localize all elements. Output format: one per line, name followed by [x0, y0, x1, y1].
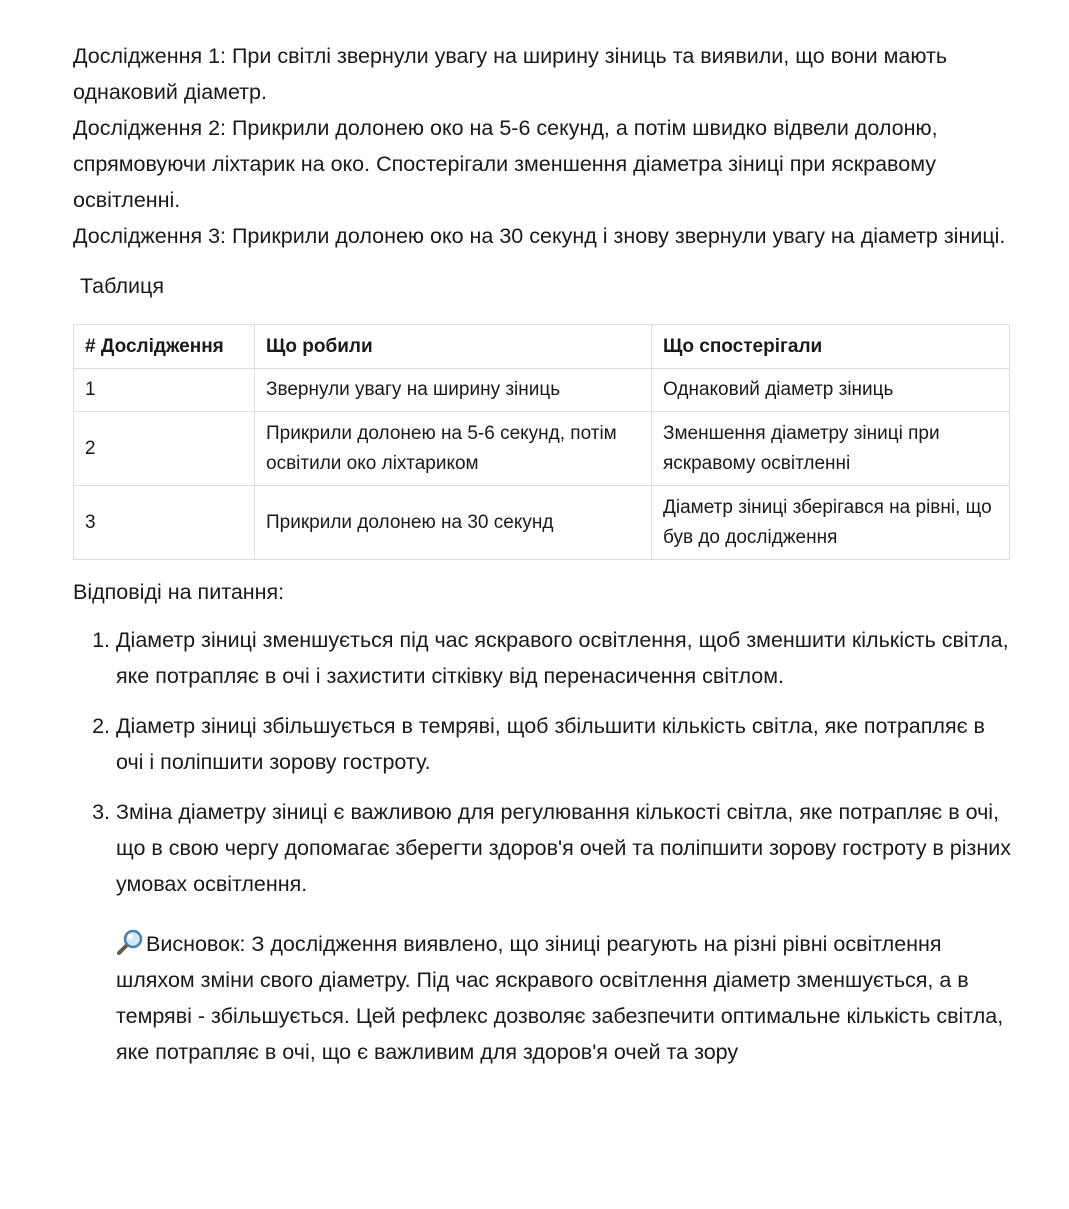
- cell-observations: Зменшення діаметру зіниці при яскравому освітленні: [652, 412, 1010, 486]
- intro-section: [73, 38, 1013, 254]
- header-actions: Що робили: [255, 325, 652, 369]
- cell-actions: Прикрили долонею на 5-6 секунд, потім освітили око ліхтариком: [255, 412, 652, 486]
- header-study-number: # Дослідження: [74, 325, 255, 369]
- answers-list: [73, 622, 1013, 902]
- cell-observations: Однаковий діаметр зіниць: [652, 369, 1010, 412]
- table-title: Таблиця: [80, 274, 164, 298]
- conclusion-paragraph: [116, 926, 1006, 1070]
- study-1-paragraph: Дослідження 1: При світлі звернули увагу на ширину зіниць та виявили, що вони мають однаковий діаметр.: [73, 44, 948, 104]
- cell-actions: Прикрили долонею на 30 секунд: [255, 486, 652, 560]
- study-3-paragraph: Дослідження 3: Прикрили долонею око на 30 секунд і знову звернули увагу на діаметр зіниці.: [73, 224, 1006, 248]
- cell-study-number: 2: [74, 412, 255, 486]
- list-item: 1. Діаметр зіниці зменшується під час яскравого освітлення, щоб зменшити кількість світла, яке потрапляє в очі і захистити сітківку від перенасичення світлом.: [116, 622, 1013, 694]
- table-row: [74, 486, 1010, 560]
- answers-title: Відповіді на питання:: [73, 580, 285, 604]
- cell-observations: Діаметр зіниці зберігався на рівні, що був до дослідження: [652, 486, 1010, 560]
- study-2-paragraph: Дослідження 2: Прикрили долонею око на 5-6 секунд, а потім швидко відвели долоню, спрямовуючи ліхтарик на око. Спостерігали зменшення діаметра зіниці при яскравому освітленні.: [73, 116, 938, 212]
- cell-study-number: 3: [74, 486, 255, 560]
- table-row: [74, 412, 1010, 486]
- document-page: [73, 38, 1013, 1070]
- magnifier-icon: [116, 928, 144, 956]
- header-observations: Що спостерігали: [652, 325, 1010, 369]
- table-row: [74, 369, 1010, 412]
- cell-study-number: 1: [74, 369, 255, 412]
- results-table: [73, 324, 1010, 560]
- list-item: 3. Зміна діаметру зіниці є важливою для регулювання кількості світла, яке потрапляє в очі, що в свою чергу допомагає зберегти здоров'я очей та поліпшити зорову гостроту в різних умовах освітлення.: [116, 794, 1013, 902]
- list-item: 2. Діаметр зіниці збільшується в темряві, щоб збільшити кількість світла, яке потрапляє в очі і поліпшити зорову гостроту.: [116, 708, 1013, 780]
- table-header-row: [74, 325, 1010, 369]
- conclusion-text: Висновок: З дослідження виявлено, що зіниці реагують на різні рівні освітлення шляхом зміни свого діаметру. Під час яскравого освітлення діаметр зменшується, а в темряві - збільшується. Цей рефлекс дозволяє забезпечити оптимальне кількість світла, яке потрапляє в очі, що є важливим для здоров'я очей та зору: [116, 932, 1004, 1064]
- cell-actions: Звернули увагу на ширину зіниць: [255, 369, 652, 412]
